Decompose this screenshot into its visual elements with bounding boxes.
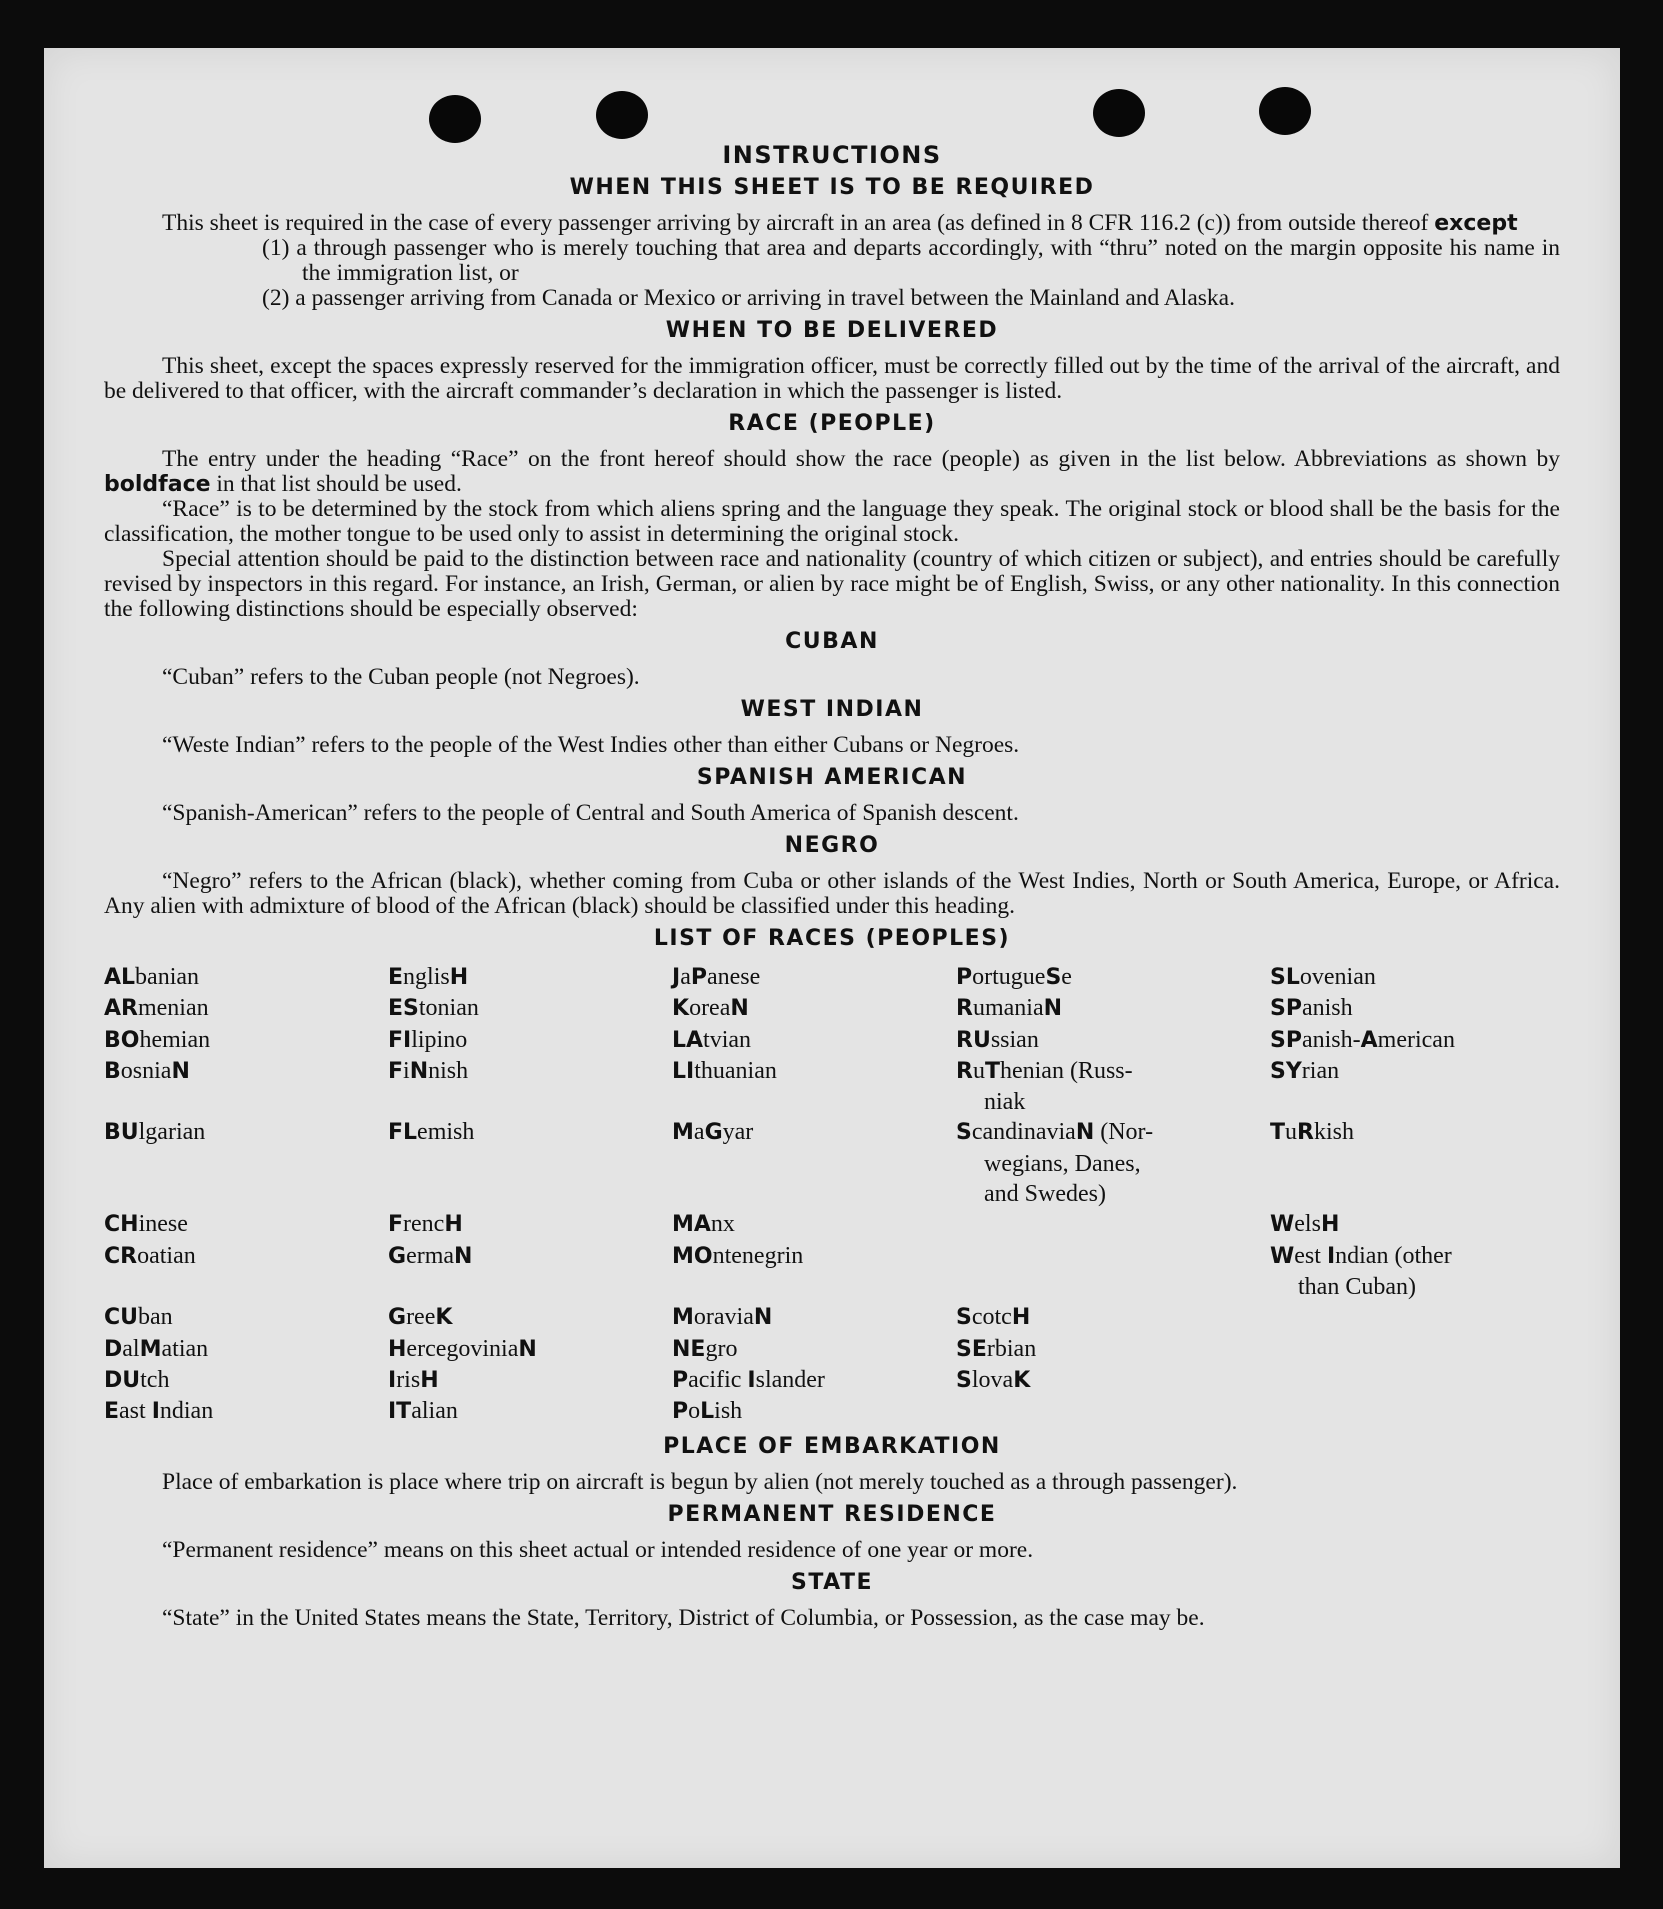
race-entry: Pacific Islander [672, 1366, 825, 1393]
race-entry: TuRkish [1270, 1119, 1354, 1146]
race-entry-empty [956, 1241, 1270, 1303]
race-entry: BosniaN [104, 1057, 190, 1084]
punch-hole [1259, 87, 1311, 135]
race-entry-empty [1270, 1365, 1560, 1396]
race-entry-continuation: and Swedes) [984, 1181, 1106, 1208]
race-entry: NEgro [672, 1335, 738, 1362]
paragraph: Special attention should be paid to the distinction between race and nationality (country of which citizen or subject), and entries should be carefully revised by inspectors in this regard. For instance, an Irish, German, or alien by race might be of English, Swiss, or any other nationality. In this connection the following distinctions should be especially observed: [104, 546, 1560, 622]
race-entry: East Indian [104, 1398, 214, 1425]
section-heading: WHEN TO BE DELIVERED [665, 318, 999, 343]
race-entry: CUban [104, 1304, 173, 1331]
paragraph: “State” in the United States means the State, Territory, District of Columbia, or Possession, as the case may be. [162, 1605, 1205, 1632]
punch-hole [1093, 89, 1145, 137]
race-entry: EnglisH [388, 964, 469, 990]
race-entry: CHinese [104, 1211, 188, 1238]
race-entry: CRoatian [104, 1242, 196, 1269]
page-title: INSTRUCTIONS [722, 141, 942, 169]
race-entry: GermaN [388, 1242, 473, 1269]
race-entry: MAnx [672, 1211, 735, 1238]
race-entry: PortugueSe [956, 964, 1072, 990]
race-entry: SYrian [1270, 1057, 1340, 1084]
race-entry-empty [1270, 1334, 1560, 1365]
instructions-content [104, 143, 1560, 1631]
race-entry: MaGyar [672, 1119, 754, 1146]
race-entry: SPanish [1270, 995, 1353, 1022]
race-entry-continuation: niak [984, 1089, 1026, 1116]
paragraph: “Cuban” refers to the Cuban people (not Negroes). [162, 664, 640, 690]
race-entry: ITalian [388, 1398, 458, 1425]
race-entry: DalMatian [104, 1335, 209, 1362]
race-entry: SLovenian [1270, 964, 1376, 990]
document-sheet [44, 48, 1620, 1868]
race-entry: WelsH [1270, 1211, 1340, 1238]
punch-hole [429, 95, 481, 143]
section-heading: WHEN THIS SHEET IS TO BE REQUIRED [569, 175, 1095, 200]
race-entry: RumaniaN [956, 995, 1063, 1022]
race-entry: JaPanese [672, 964, 761, 990]
race-entry: KoreaN [672, 995, 749, 1022]
section-heading: PERMANENT RESIDENCE [667, 1502, 997, 1528]
section-heading: STATE [791, 1570, 873, 1596]
race-entry: HercegoviniaN [388, 1335, 537, 1362]
race-entry: RUssian [956, 1026, 1039, 1053]
paragraph: This sheet, except the spaces expressly reserved for the immigration officer, must be correctly filled out by the time of the arrival of the aircraft, and be delivered to that officer, with the aircraft commander’s declaration in which the passenger is listed. [104, 353, 1560, 404]
race-entry: DUtch [104, 1366, 170, 1393]
race-entry-empty [1270, 1396, 1560, 1427]
race-entry: FrencH [388, 1211, 463, 1238]
race-entry: PoLish [672, 1398, 743, 1425]
race-entry-empty [1270, 1302, 1560, 1333]
section-heading: PLACE OF EMBARKATION [663, 1434, 1001, 1460]
race-entry: West Indian (other than Cuban) [1270, 1241, 1560, 1303]
paragraph: “Negro” refers to the African (black), whether coming from Cuba or other islands of the West Indies, North or South America, Europe, or Africa. Any alien with admixture of blood of the African (black) should be classified under this heading. [104, 868, 1560, 919]
paragraph: “Weste Indian” refers to the people of the West Indies other than either Cubans or Negroes. [162, 732, 1020, 758]
paragraph: Place of embarkation is place where trip on aircraft is begun by alien (not merely touched as a through passenger). [162, 1469, 1238, 1496]
paragraph: “Race” is to be determined by the stock from which aliens spring and the language they speak. The original stock or blood shall be the basis for the classification, the mother tongue to be used only to assist in determining the original stock. [104, 496, 1560, 547]
race-entry: EStonian [388, 995, 479, 1022]
race-entry: GreeK [388, 1304, 453, 1331]
section-heading: RACE (PEOPLE) [728, 411, 936, 436]
race-entry: MOntenegrin [672, 1242, 804, 1269]
race-entry: FiNnish [388, 1057, 469, 1084]
race-entry: BUlgarian [104, 1119, 206, 1146]
punch-hole [596, 91, 648, 139]
race-entry: FLemish [388, 1119, 475, 1146]
race-entry: BOhemian [104, 1026, 211, 1053]
race-entry-empty [956, 1209, 1270, 1240]
race-entry: IrisH [388, 1366, 439, 1393]
section-heading: WEST INDIAN [740, 697, 924, 722]
paragraph: This sheet is required in the case of every passenger arriving by aircraft in an area (as defined in 8 CFR 116.2 (c)) from outside thereof except [162, 210, 1518, 236]
section-heading: LIST OF RACES (PEOPLES) [653, 926, 1011, 951]
race-entry: ScotcH [956, 1304, 1031, 1331]
race-entry: SErbian [956, 1335, 1037, 1362]
list-item: (1) a through passenger who is merely touching that area and departs accordingly, with “thru” noted on the margin opposite his name in the immigration list, or [262, 235, 1560, 286]
race-entry: MoraviaN [672, 1304, 773, 1331]
race-entry-continuation: than Cuban) [1298, 1273, 1416, 1300]
race-entry: ALbanian [104, 964, 200, 990]
race-entry: SlovaK [956, 1366, 1031, 1393]
bold-term: boldface [104, 472, 211, 497]
race-entry: FIlipino [388, 1026, 468, 1053]
bold-term: except [1434, 211, 1518, 236]
section-heading: SPANISH AMERICAN [696, 765, 968, 790]
race-entry: ARmenian [104, 995, 209, 1022]
race-entry-empty [956, 1396, 1270, 1427]
section-heading: CUBAN [785, 629, 879, 654]
paragraph: “Permanent residence” means on this sheet actual or intended residence of one year or more. [162, 1537, 1034, 1564]
race-entry-continuation: wegians, Danes, [984, 1150, 1141, 1177]
races-list [104, 962, 1560, 1427]
race-entry: SPanish-American [1270, 1026, 1455, 1053]
section-heading: NEGRO [784, 833, 880, 858]
paragraph: “Spanish-American” refers to the people of Central and South America of Spanish descent. [162, 800, 1019, 826]
race-entry: LAtvian [672, 1026, 752, 1053]
paragraph: The entry under the heading “Race” on the front hereof should show the race (people) as given in the list below. Abbreviations as shown by boldface in that list should be used. [104, 446, 1560, 497]
race-entry: RuThenian (Russ- niak [956, 1056, 1270, 1118]
race-entry: LIthuanian [672, 1057, 777, 1084]
race-entry: ScandinaviaN (Nor- wegians, Danes, and Swedes) [956, 1117, 1270, 1209]
list-item: (2) a passenger arriving from Canada or Mexico or arriving in travel between the Mainland and Alaska. [262, 285, 1235, 311]
